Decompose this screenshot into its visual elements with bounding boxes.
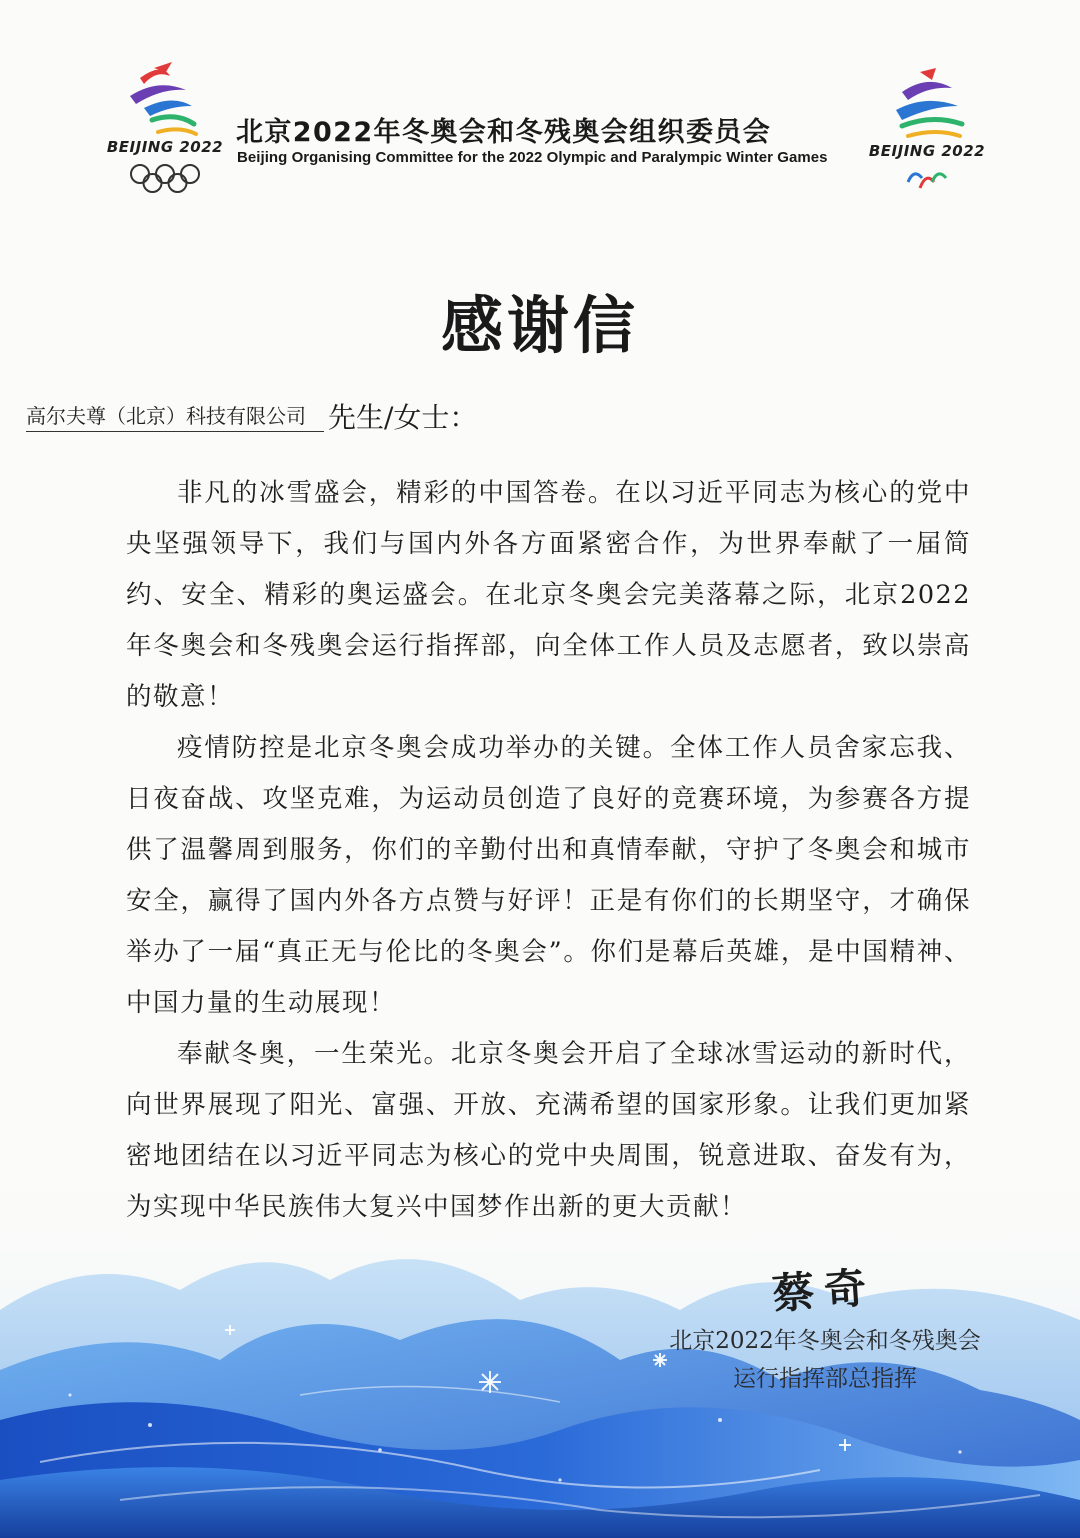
letterhead [0, 0, 1080, 210]
olympic-emblem-logo-icon [100, 60, 230, 140]
olympic-rings-icon [128, 162, 202, 196]
recipient-name: 高尔夫尊（北京）科技有限公司 [26, 400, 324, 432]
signature-title [650, 1322, 1000, 1398]
paralympic-emblem-wordmark: BEIJING 2022 [868, 142, 986, 160]
agitos-icon [904, 164, 950, 194]
signature-title-line2: 运行指挥部总指挥 [733, 1366, 917, 1392]
letter-title: 感谢信 [440, 289, 639, 362]
paralympic-emblem-logo-icon [862, 66, 992, 146]
paragraph-2: 疫情防控是北京冬奥会成功举办的关键。全体工作人员舍家忘我、日夜奋战、攻坚克难，为运动员创造了良好的竞赛环境，为参赛各方提供了温馨周到服务，你们的辛勤付出和真情奉献，守护了冬奥会和城市安全，赢得了国内外各方点赞与好评！正是有你们的长期坚守，才确保举办了一届“真正无与伦比的冬奥会”。你们是幕后英雄，是中国精神、中国力量的生动展现！ [126, 733, 971, 1018]
salutation-suffix: 先生/女士： [328, 401, 478, 434]
signature-title-line1: 北京2022年冬奥会和冬残奥会 [669, 1328, 981, 1354]
paragraph-3: 奉献冬奥，一生荣光。北京冬奥会开启了全球冰雪运动的新时代，向世界展现了阳光、富强、开放、充满希望的国家形象。让我们更加紧密地团结在以习近平同志为核心的党中央周围，锐意进取、奋发有为，为实现中华民族伟大复兴中国梦作出新的更大贡献！ [126, 1039, 971, 1222]
signature-name: 蔡奇 [770, 1262, 878, 1319]
salutation-line [26, 396, 477, 436]
olympic-emblem-wordmark: BEIJING 2022 [106, 138, 224, 156]
organizer-name-chinese: 北京2022年冬奥会和冬残奥会组织委员会 [236, 117, 772, 148]
organizer-name-english: Beijing Organising Committee for the 2022 Olympic and Paralympic Winter Games [237, 149, 828, 166]
paragraph-1: 非凡的冰雪盛会，精彩的中国答卷。在以习近平同志为核心的党中央坚强领导下，我们与国内外各方面紧密合作，为世界奉献了一届简约、安全、精彩的奥运盛会。在北京冬奥会完美落幕之际，北京2022年冬奥会和冬残奥会运行指挥部，向全体工作人员及志愿者，致以崇高的敬意！ [126, 478, 971, 712]
paralympic-emblem [862, 66, 992, 206]
letter-body [126, 468, 971, 1233]
olympic-emblem [100, 60, 230, 200]
